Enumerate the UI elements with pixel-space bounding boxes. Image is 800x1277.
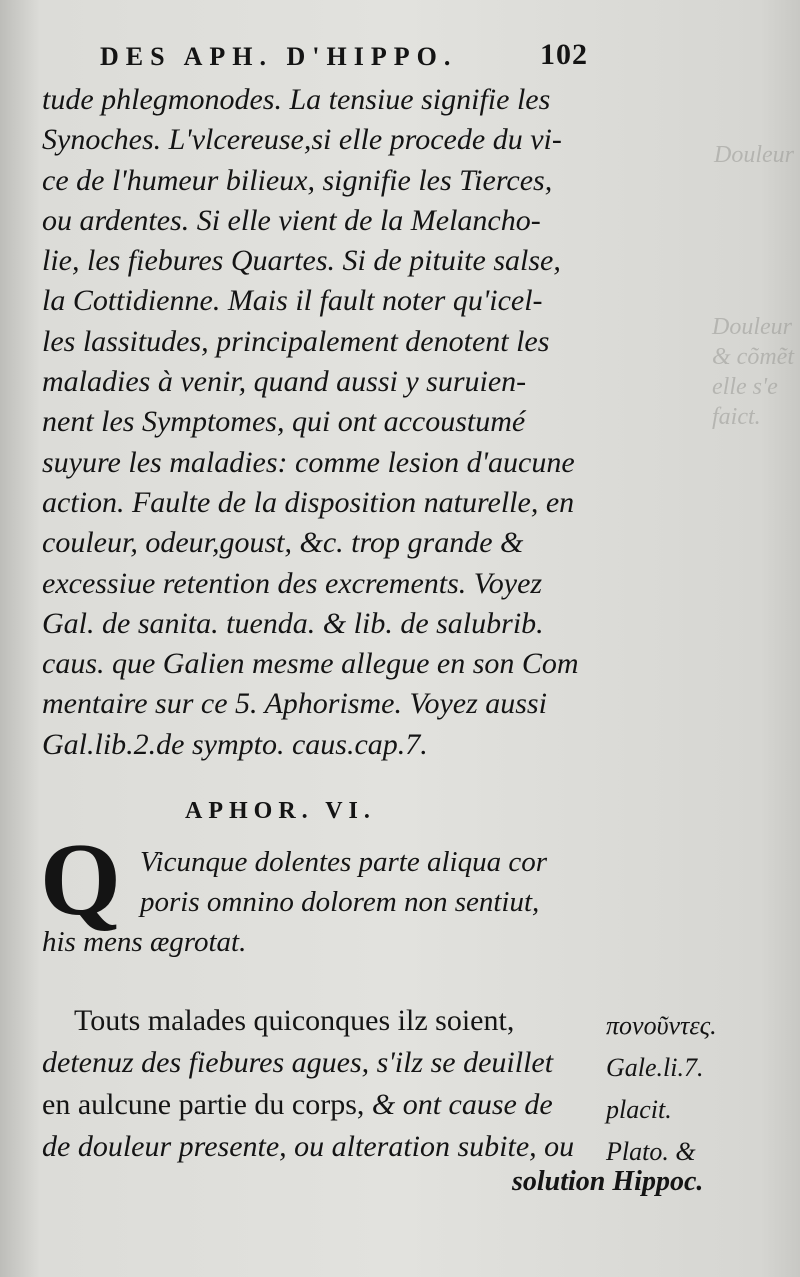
- text-line: excessiue retention des excrements. Voyez: [42, 566, 543, 600]
- text-line: les lassitudes, principalement denotent les: [42, 324, 550, 358]
- margin-note: Gale.li.7.: [606, 1053, 704, 1082]
- page-number: 102: [540, 38, 588, 71]
- text-line: caus. que Galien mesme allegue en son Com: [42, 647, 579, 681]
- text-line: maladies à venir, quand aussi y suruien-: [42, 365, 527, 399]
- text-line: Gal. de sanita. tuenda. & lib. de salubrib.: [42, 606, 544, 640]
- text-line: suyure les maladies: comme lesion d'aucune: [42, 445, 575, 479]
- text-line: ou ardentes. Si elle vient de la Melancho-: [42, 203, 541, 237]
- margin-note: placit.: [606, 1095, 672, 1124]
- text-line: action. Faulte de la disposition naturelle, en: [42, 485, 575, 519]
- text-line: mentaire sur ce 5. Aphorisme. Voyez aussi: [42, 687, 547, 721]
- margin-note: πονοῦντες.: [606, 1011, 717, 1040]
- latin-aphorism: [42, 842, 622, 962]
- french-line: de douleur presente, ou alteration subite, ou: [42, 1130, 575, 1163]
- commentary-text: [42, 80, 622, 765]
- catchword: solution Hippoc.: [512, 1166, 704, 1197]
- show-through-note: Douleur & cõmẽt elle s'e faict.: [712, 314, 794, 430]
- drop-cap: Q: [40, 822, 121, 937]
- french-line: detenuz des fiebures agues, s'ilz se deuillet: [42, 1046, 554, 1079]
- text-line: ce de l'humeur bilieux, signifie les Tierces,: [42, 163, 553, 197]
- running-title: DES APH. D'HIPPO.: [100, 42, 458, 71]
- latin-line: his mens ægrotat.: [42, 926, 247, 958]
- text-line: Gal.lib.2.de sympto. caus.cap.7.: [42, 727, 428, 761]
- text-line: nent les Symptomes, qui ont accoustumé: [42, 405, 526, 439]
- marginal-notes: [606, 1005, 796, 1173]
- latin-line: Vicunque dolentes parte aliqua cor: [140, 846, 547, 878]
- margin-note: Plato. &: [606, 1137, 696, 1166]
- text-line: tude phlegmonodes. La tensiue signifie les: [42, 83, 551, 116]
- french-translation: [42, 1000, 632, 1168]
- french-line: Touts malades quiconques ilz soient,: [74, 1004, 515, 1037]
- latin-line: poris omnino dolorem non sentiut,: [140, 886, 540, 918]
- french-line: en aulcune partie du corps, & ont cause de: [42, 1088, 553, 1121]
- text-line: la Cottidienne. Mais il fault noter qu'icel-: [42, 284, 543, 318]
- show-through-text: Douleur: [714, 142, 794, 168]
- text-line: lie, les fiebures Quartes. Si de pituite salse,: [42, 244, 561, 278]
- text-line: Synoches. L'vlcereuse,si elle procede du vi-: [42, 123, 562, 157]
- aphorism-heading: APHOR. VI.: [185, 798, 376, 824]
- text-line: couleur, odeur,goust, &c. trop grande &: [42, 526, 524, 560]
